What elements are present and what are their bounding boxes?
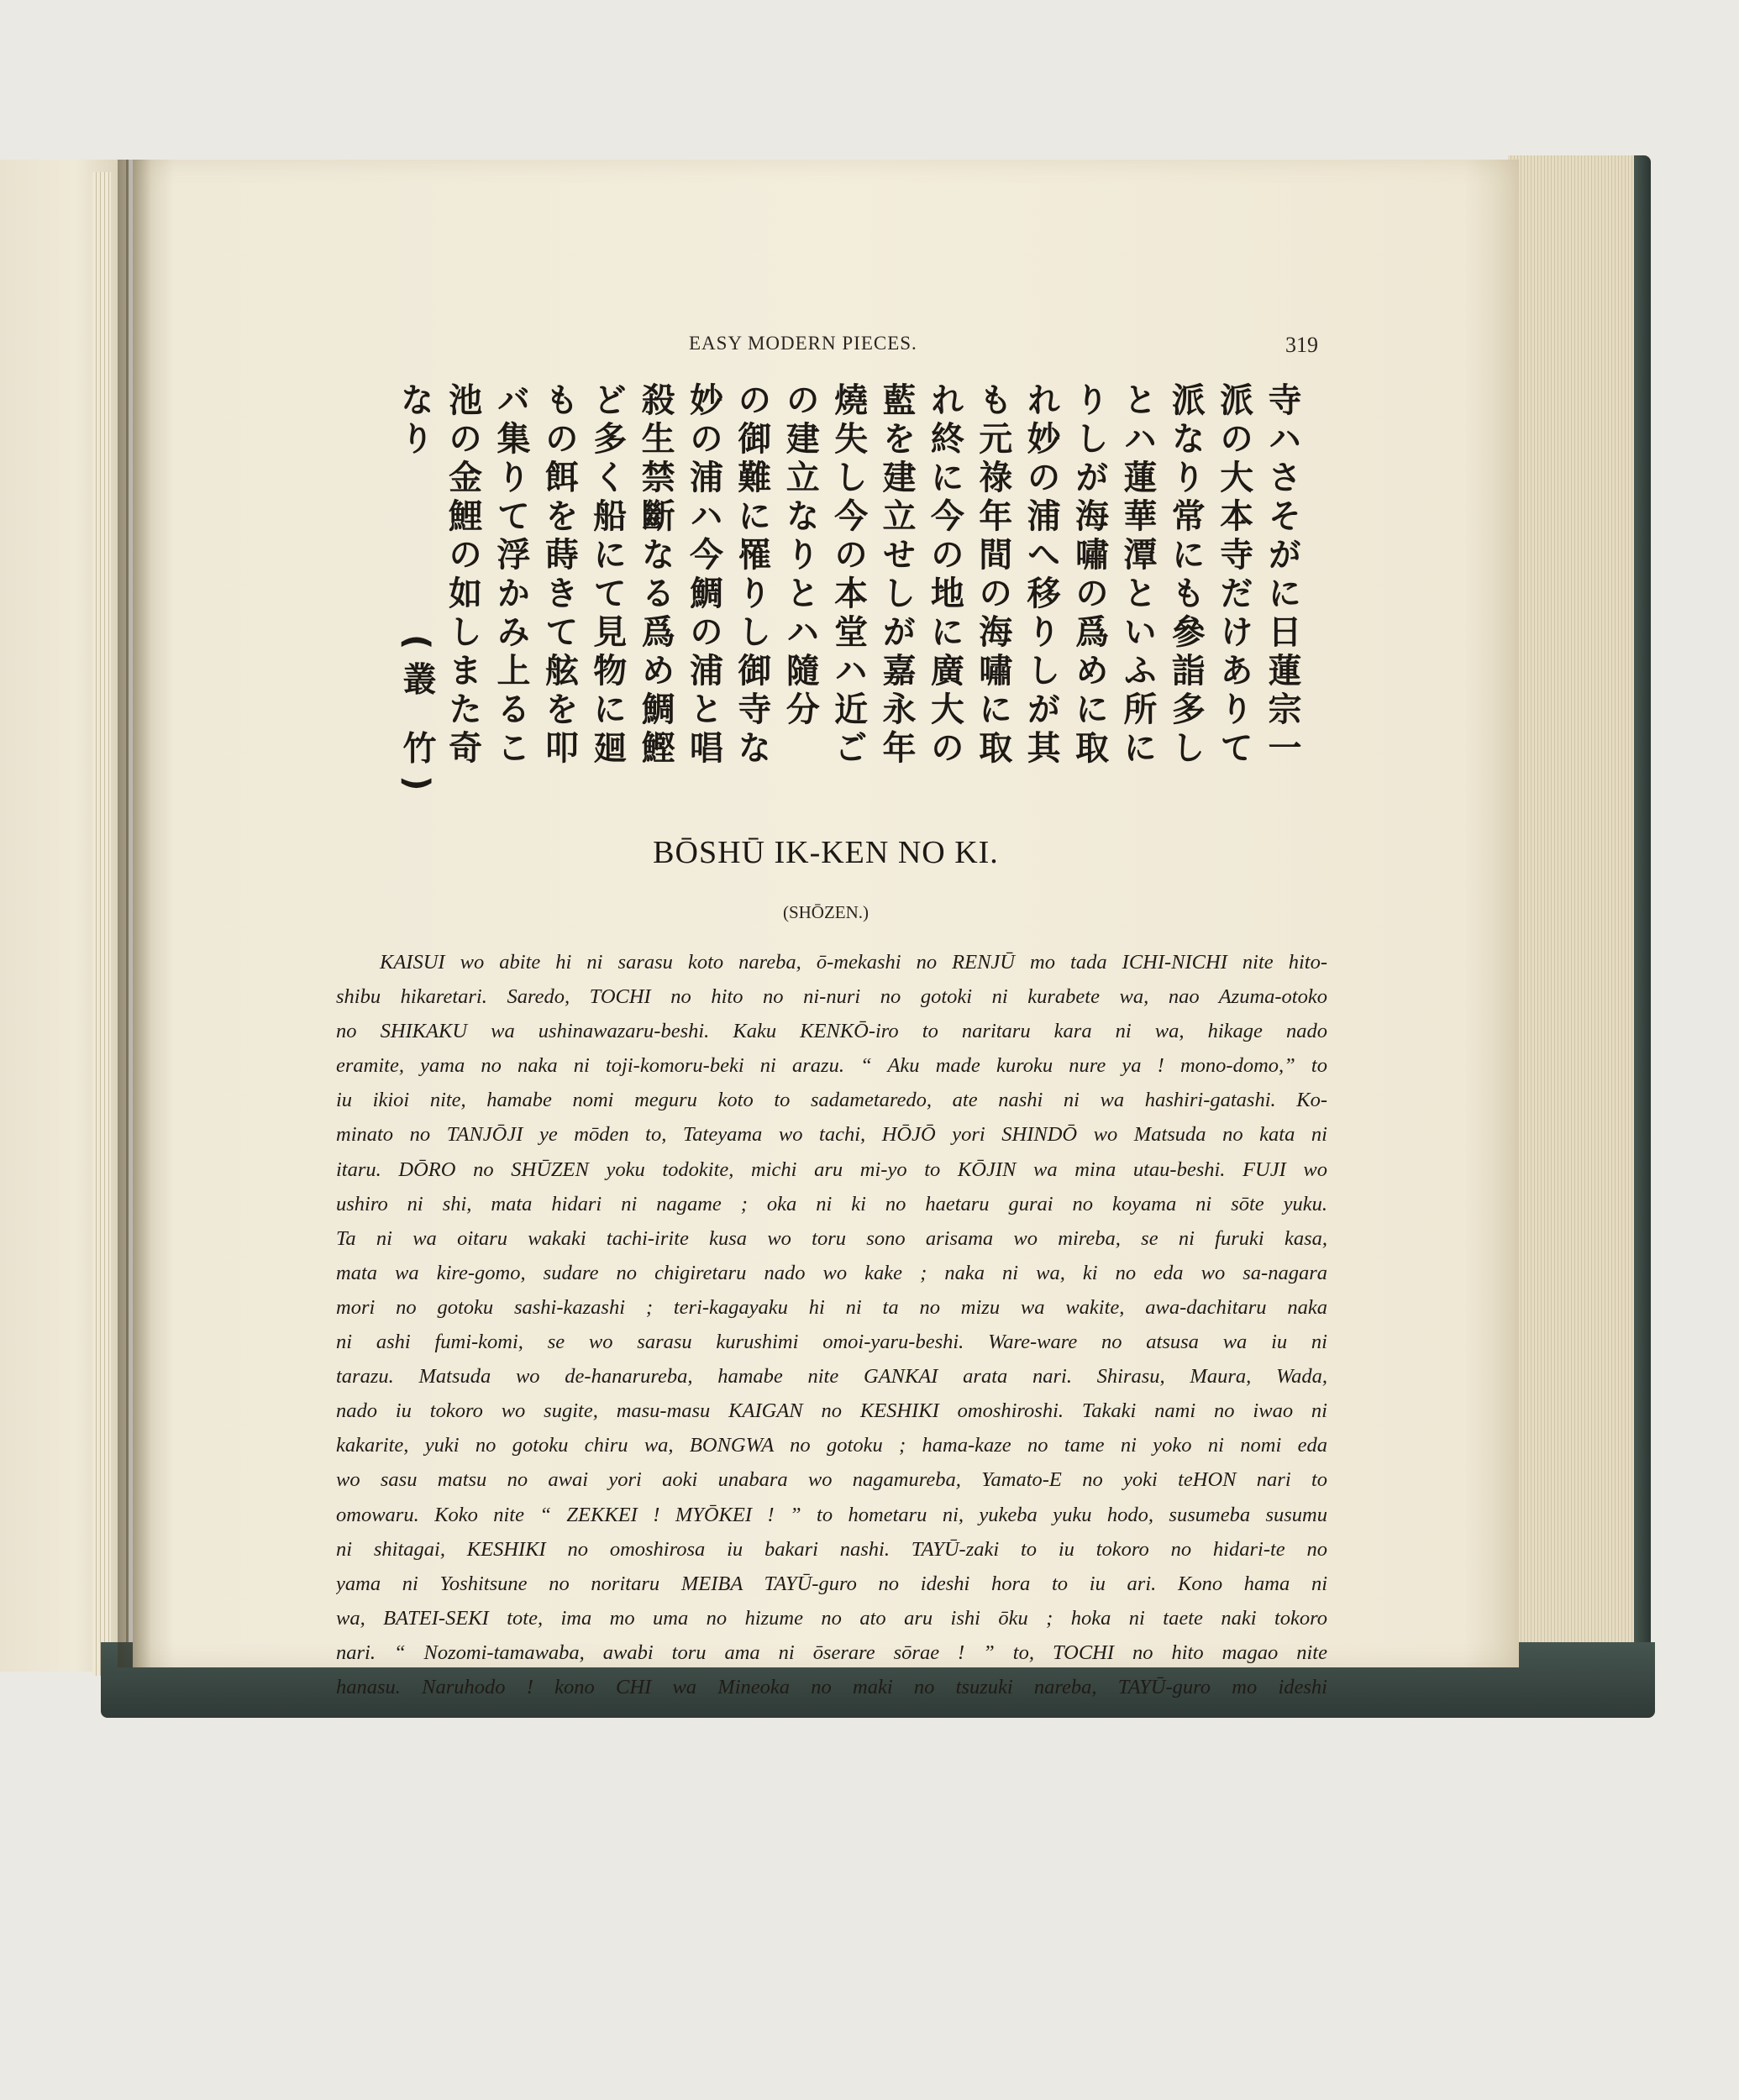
jp-column: 派の大本寺だけありて — [1214, 382, 1253, 769]
jp-column: バ集りて浮かみ上るこ — [491, 382, 530, 769]
jp-column: 殺生禁斷なる爲め鯛鰹 — [636, 382, 675, 769]
body-line: hanasu. Naruhodo ! kono CHI wa Mineoka no maki no tsuzuki nareba, TAYŪ-guro mo ideshi — [336, 1675, 1327, 1698]
body-line: nari. “ Nozomi-tamawaba, awabi toru ama ni ōserare sōrae ! ” to, TOCHI no hito magao nite — [336, 1641, 1327, 1664]
article-subtitle: (SHŌZEN.) — [782, 902, 870, 922]
jp-attribution: (叢 竹) — [397, 634, 436, 803]
body-line: itaru. DŌRO no SHŪZEN yoku todokite, michi aru mi-yo to KŌJIN wa mina utau-beshi. FUJI wo — [336, 1158, 1327, 1181]
jp-column: もの餌を蒔きて舷を叩 — [539, 382, 579, 769]
jp-column: の建立なりとハ隨分 — [780, 382, 820, 730]
body-line: ushiro ni shi, mata hidari ni nagame ; oka ni ki no haetaru gurai no koyama ni sōte yuku. — [336, 1192, 1327, 1215]
article-body — [336, 945, 1327, 1704]
page-block-edge — [1508, 155, 1634, 1684]
body-line: shibu hikaretari. Saredo, TOCHI no hito no ni-nuri no gotoki ni kurabete wa, nao Azuma-otoko — [336, 985, 1327, 1009]
left-page-stack — [92, 172, 111, 1676]
japanese-vertical-text — [391, 382, 1306, 806]
body-line: ni shitagai, KESHIKI no omoshirosa iu bakari nashi. TAYŪ-zaki to iu tokoro no hidari-te no — [336, 1537, 1327, 1561]
jp-column: 燒失し今の本堂ハ近ご — [828, 382, 868, 769]
jp-column: も元祿年間の海嘯に取 — [973, 382, 1012, 769]
jp-column: の御難に罹りし御寺な — [732, 382, 771, 769]
body-line: omowaru. Koko nite “ ZEKKEI ! MYŌKEI ! ” to hometaru ni, yukeba yuku hodo, susumeba susumu — [336, 1503, 1327, 1526]
body-line: mori no gotoku sashi-kazashi ; teri-kagayaku hi ni ta no mizu wa wakite, awa-dachitaru naka — [336, 1295, 1327, 1319]
body-line: wa, BATEI-SEKI tote, ima mo uma no hizume no ato aru ishi ōku ; hoka ni taete naki tokoro — [336, 1606, 1327, 1630]
body-line: Ta ni wa oitaru wakaki tachi-irite kusa wo toru sono arisama wo mireba, se ni furuki kasa, — [336, 1226, 1327, 1250]
jp-column: とハ蓮華潭といふ所に — [1117, 382, 1157, 769]
body-line: no SHIKAKU wa ushinawazaru-beshi. Kaku KENKŌ-iro to naritaru kara ni wa, hikage nado — [336, 1020, 1327, 1043]
body-line: eramite, yama no naka ni toji-komoru-beki ni arazu. “ Aku made kuroku nure ya ! mono-domo,” to — [336, 1054, 1327, 1078]
body-line: yama ni Yoshitsune no noritaru MEIBA TAYŪ-guro no ideshi hora to iu ari. Kono hama ni — [336, 1572, 1327, 1595]
jp-column: れ終に今の地に廣大の — [925, 382, 964, 769]
body-line: ni ashi fumi-komi, se wo sarasu kurushimi omoi-yaru-beshi. Ware-ware no atsusa wa iu ni — [336, 1331, 1327, 1354]
jp-column: 妙の浦ハ今鯛の浦と唱 — [684, 382, 723, 769]
body-line: nado iu tokoro wo sugite, masu-masu KAIGAN no KESHIKI omoshiroshi. Takaki nami no iwao ni — [336, 1399, 1327, 1423]
body-line: minato no TANJŌJI ye mōden to, Tateyama wo tachi, HŌJŌ yori SHINDŌ wo Matsuda no kata ni — [336, 1123, 1327, 1147]
jp-column: 寺ハさそがに日蓮宗一 — [1263, 382, 1301, 769]
jp-column: りしが海嘯の爲めに取 — [1069, 382, 1109, 769]
article-title: BŌSHŪ IK-KEN NO KI. — [653, 835, 999, 870]
page-number: 319 — [1285, 333, 1318, 357]
body-line: wo sasu matsu no awai yori aoki unabara wo nagamureba, Yamato-E no yoki teHON nari to — [336, 1468, 1327, 1492]
jp-column: ど多く船にて見物に廻 — [587, 382, 627, 769]
body-line: KAISUI wo abite hi ni sarasu koto nareba, ō-mekashi no RENJŪ mo tada ICHI-NICHI nite hito- — [380, 951, 1327, 974]
jp-column: れ妙の浦へ移りしが其 — [1022, 382, 1061, 769]
running-head: EASY MODERN PIECES. — [689, 333, 917, 354]
body-line: iu ikioi nite, hamabe nomi meguru koto to sadametaredo, ate nashi ni wa hashiri-gatashi. Ko- — [336, 1089, 1327, 1112]
body-line: tarazu. Matsuda wo de-hanarureba, hamabe nite GANKAI arata nari. Shirasu, Maura, Wada, — [336, 1365, 1327, 1389]
body-line: kakarite, yuki no gotoku chiru wa, BONGWA no gotoku ; hama-kaze no tame ni yoko ni nomi eda — [336, 1434, 1327, 1457]
jp-column: 派なり常にも參詣多し — [1166, 382, 1206, 769]
jp-column: 池の金鯉の如しまた奇 — [443, 382, 482, 769]
jp-column: なり — [395, 382, 434, 459]
body-line: mata wa kire-gomo, sudare no chigiretaru nado wo kake ; naka ni wa, ki no eda wo sa-nagara — [336, 1261, 1327, 1284]
jp-column: 藍を建立せしが嘉永年 — [877, 382, 916, 769]
